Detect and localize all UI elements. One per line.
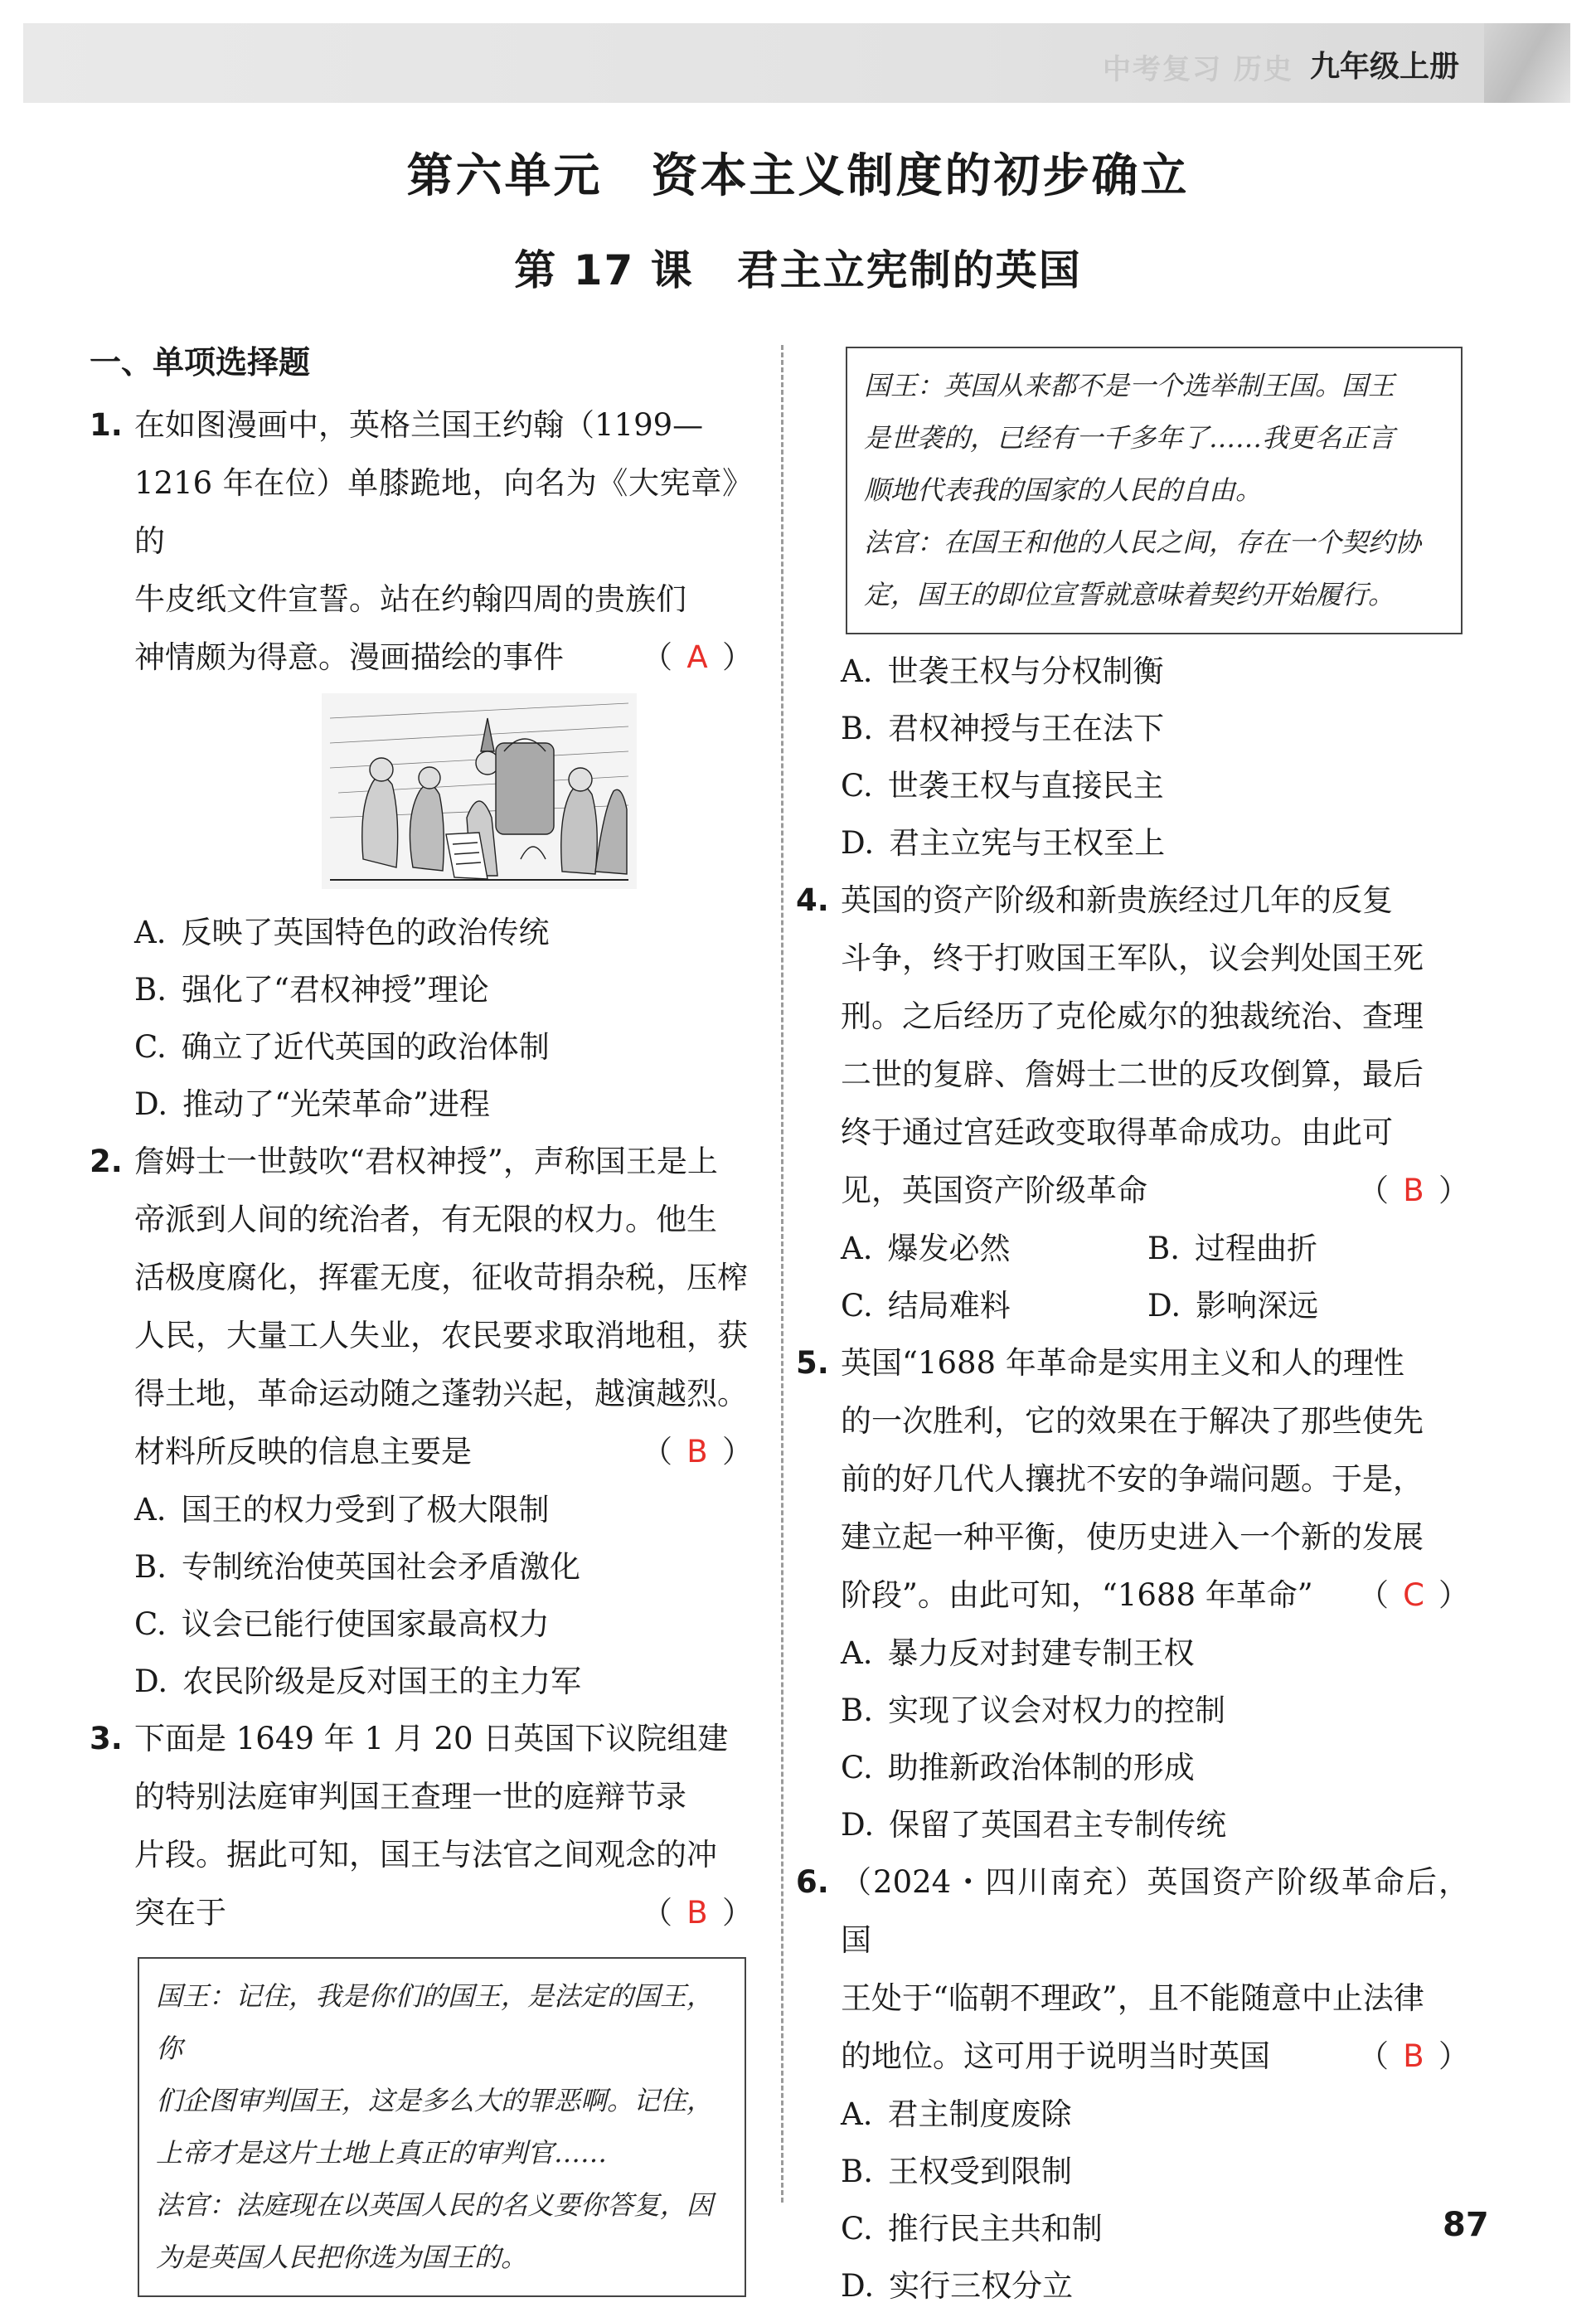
right-column bbox=[796, 347, 1469, 2315]
option-letter: B. bbox=[134, 972, 167, 1008]
stem-line: 人民，大量工人失业，农民要求取消地租，获 bbox=[134, 1318, 748, 1353]
option-letter: D. bbox=[841, 825, 875, 861]
option-text: 推行民主共和制 bbox=[887, 2211, 1103, 2247]
stem-line: 前的好几代人攘扰不安的争端问题。于是， bbox=[841, 1461, 1424, 1497]
option-d[interactable] bbox=[841, 1796, 1469, 1853]
quote-line: 国王：记住，我是你们的国王，是法定的国王，你 bbox=[156, 1980, 714, 2064]
stem-last-line bbox=[841, 1567, 1469, 1625]
stem-line: 1216 年在位）单膝跪地，向名为《大宪章》的 bbox=[134, 465, 753, 559]
option-text: 世袭王权与直接民主 bbox=[887, 768, 1164, 804]
paren-close: ） bbox=[722, 639, 753, 675]
option-letter: B. bbox=[841, 1693, 873, 1728]
option-text: 爆发必然 bbox=[887, 1231, 1011, 1266]
option-letter: D. bbox=[134, 1086, 168, 1122]
option-letter: D. bbox=[841, 1807, 875, 1843]
option-text: 君主立宪与王权至上 bbox=[889, 825, 1166, 861]
column-divider bbox=[781, 345, 783, 2203]
stem-line: 牛皮纸文件宣誓。站在约翰四周的贵族们 bbox=[134, 581, 686, 617]
answer-bracket bbox=[642, 1884, 753, 1942]
option-c[interactable] bbox=[841, 2200, 1469, 2257]
paren-open: （ bbox=[642, 1895, 672, 1931]
option-letter: A. bbox=[841, 1231, 873, 1266]
stem-line: 英国“1688 年革命是实用主义和人的理性 bbox=[841, 1345, 1404, 1381]
option-letter: C. bbox=[134, 1029, 167, 1065]
option-c[interactable] bbox=[134, 1018, 753, 1076]
stem-last-line bbox=[134, 1884, 753, 1942]
option-d[interactable] bbox=[841, 2257, 1469, 2315]
quote-line: 上帝才是这片土地上真正的审判官…… bbox=[156, 2137, 608, 2169]
stem-line: 斗争，终于打败国王军队，议会判处国王死 bbox=[841, 940, 1424, 976]
option-a[interactable] bbox=[841, 643, 1469, 700]
answer-bracket bbox=[1358, 2028, 1469, 2086]
stem-line: 突在于 bbox=[134, 1895, 226, 1931]
option-row bbox=[841, 1277, 1469, 1334]
option-letter: A. bbox=[841, 1635, 873, 1671]
stem-line: 终于通过宫廷政变取得革命成功。由此可 bbox=[841, 1115, 1393, 1150]
stem-line: 阶段”。由此可知，“1688 年革命” bbox=[841, 1577, 1313, 1613]
option-text: 结局难料 bbox=[887, 1288, 1011, 1324]
option-letter: D. bbox=[1147, 1288, 1181, 1324]
stem-line: 王处于“临朝不理政”，且不能随意中止法律 bbox=[841, 1980, 1424, 2016]
answer-bracket bbox=[1358, 1162, 1469, 1220]
option-letter: C. bbox=[134, 1606, 167, 1642]
paren-close: ） bbox=[1438, 1577, 1469, 1613]
option-text: 国王的权力受到了极大限制 bbox=[181, 1492, 550, 1528]
answer-letter: B bbox=[686, 1895, 708, 1931]
option-c[interactable] bbox=[841, 1739, 1469, 1796]
header-corner-decoration bbox=[1484, 23, 1570, 103]
question-6 bbox=[796, 1853, 1469, 2315]
question-4 bbox=[796, 872, 1469, 1334]
stem-last-line bbox=[841, 2028, 1469, 2086]
option-letter: A. bbox=[134, 1492, 167, 1528]
option-text: 反映了英国特色的政治传统 bbox=[181, 915, 550, 950]
option-text: 君主制度废除 bbox=[887, 2096, 1072, 2132]
paren-open: （ bbox=[642, 639, 672, 675]
question-number: 5. bbox=[796, 1345, 829, 1381]
option-letter: C. bbox=[841, 1750, 873, 1785]
option-letter: D. bbox=[134, 1664, 168, 1699]
answer-bracket bbox=[642, 1423, 753, 1481]
question-number: 2. bbox=[90, 1144, 123, 1179]
stem-line: 得土地，革命运动随之蓬勃兴起，越演越烈。 bbox=[134, 1376, 748, 1411]
trial-excerpt-box-continued bbox=[846, 347, 1463, 634]
quote-line: 是世袭的，已经有一千多年了……我更名正言 bbox=[864, 422, 1395, 454]
option-letter: B. bbox=[134, 1549, 167, 1585]
stem-line: 二世的复辟、詹姆士二世的反攻倒算，最后 bbox=[841, 1056, 1424, 1092]
option-b[interactable] bbox=[841, 700, 1469, 757]
quote-line: 法官：在国王和他的人民之间，存在一个契约协 bbox=[864, 527, 1422, 558]
option-a[interactable] bbox=[841, 1220, 1147, 1277]
option-text: 专制统治使英国社会矛盾激化 bbox=[181, 1549, 580, 1585]
stem-line: 活极度腐化，挥霍无度，征收苛捐杂税，压榨 bbox=[134, 1260, 748, 1295]
historical-cartoon-icon bbox=[322, 693, 637, 889]
option-d[interactable] bbox=[134, 1076, 753, 1133]
question-2 bbox=[90, 1133, 753, 1710]
stem-line: 下面是 1649 年 1 月 20 日英国下议院组建 bbox=[134, 1721, 729, 1756]
answer-letter: B bbox=[1403, 2038, 1424, 2074]
stem-line: 帝派到人间的统治者，有无限的权力。他生 bbox=[134, 1202, 717, 1237]
option-c[interactable] bbox=[134, 1596, 753, 1653]
question-number: 3. bbox=[90, 1721, 123, 1756]
cartoon-illustration bbox=[322, 693, 637, 889]
question-3 bbox=[90, 1710, 753, 2297]
option-text: 实行三权分立 bbox=[889, 2268, 1074, 2304]
question-5 bbox=[796, 1334, 1469, 1853]
answer-letter: B bbox=[1403, 1173, 1424, 1208]
option-letter: B. bbox=[1147, 1231, 1180, 1266]
answer-letter: C bbox=[1403, 1577, 1424, 1613]
option-letter: C. bbox=[841, 1288, 873, 1324]
option-text: 过程曲折 bbox=[1194, 1231, 1317, 1266]
quote-line: 定，国王的即位宣誓就意味着契约开始履行。 bbox=[864, 579, 1395, 610]
stem-line: 的一次胜利，它的效果在于解决了那些使先 bbox=[841, 1403, 1424, 1439]
quote-line: 为是英国人民把你选为国王的。 bbox=[156, 2242, 528, 2273]
option-row bbox=[841, 1220, 1469, 1277]
question-stem bbox=[841, 872, 1469, 1220]
option-text: 暴力反对封建专制王权 bbox=[887, 1635, 1195, 1671]
trial-excerpt-box bbox=[138, 1957, 746, 2297]
quote-line: 国王：英国从来都不是一个选举制王国。国王 bbox=[864, 370, 1395, 401]
stem-line: （2024・四川南充）英国资产阶级革命后，国 bbox=[841, 1864, 1469, 1958]
option-a[interactable] bbox=[134, 1481, 753, 1538]
option-letter: A. bbox=[841, 653, 873, 689]
option-b[interactable] bbox=[841, 1682, 1469, 1739]
quote-line: 顺地代表我的国家的人民的自由。 bbox=[864, 474, 1263, 506]
quote-line: 法官：法庭现在以英国人民的名义要你答复，因 bbox=[156, 2189, 714, 2221]
paren-close: ） bbox=[722, 1434, 753, 1469]
option-d[interactable] bbox=[134, 1653, 753, 1710]
option-letter: A. bbox=[134, 915, 167, 950]
option-text: 议会已能行使国家最高权力 bbox=[181, 1606, 550, 1642]
question-number: 6. bbox=[796, 1864, 829, 1900]
option-text: 助推新政治体制的形成 bbox=[887, 1750, 1195, 1785]
section-heading: 一、单项选择题 bbox=[90, 344, 311, 381]
paren-open: （ bbox=[642, 1434, 672, 1469]
quote-line: 们企图审判国王，这是多么大的罪恶啊。记住， bbox=[156, 2085, 714, 2116]
option-text: 影响深远 bbox=[1196, 1288, 1319, 1324]
option-b[interactable] bbox=[1147, 1220, 1454, 1277]
option-text: 王权受到限制 bbox=[887, 2154, 1072, 2189]
option-c[interactable] bbox=[841, 757, 1469, 814]
question-stem bbox=[134, 396, 753, 687]
paren-open: （ bbox=[1358, 2038, 1389, 2074]
option-text: 强化了“君权神授”理论 bbox=[181, 972, 489, 1008]
option-b[interactable] bbox=[134, 961, 753, 1018]
unit-title: 第六单元 资本主义制度的初步确立 bbox=[406, 148, 1190, 203]
paren-close: ） bbox=[722, 1895, 753, 1931]
stem-line: 在如图漫画中，英格兰国王约翰（1199— bbox=[134, 407, 704, 443]
option-text: 农民阶级是反对国王的主力军 bbox=[182, 1664, 582, 1699]
stem-line: 的地位。这可用于说明当时英国 bbox=[841, 2038, 1270, 2074]
left-column bbox=[90, 338, 753, 2297]
option-text: 确立了近代英国的政治体制 bbox=[181, 1029, 550, 1065]
question-1 bbox=[90, 396, 753, 1133]
question-stem bbox=[841, 1334, 1469, 1625]
answer-bracket bbox=[642, 629, 753, 687]
option-a[interactable] bbox=[134, 904, 753, 961]
option-letter: C. bbox=[841, 2211, 873, 2247]
option-text: 君权神授与王在法下 bbox=[887, 711, 1164, 746]
option-d[interactable] bbox=[1147, 1277, 1454, 1334]
page-number: 87 bbox=[1443, 2206, 1489, 2244]
stem-line: 神情颇为得意。漫画描绘的事件 bbox=[134, 639, 564, 675]
question-stem bbox=[134, 1133, 753, 1481]
option-text: 推动了“光荣革命”进程 bbox=[182, 1086, 490, 1122]
question-3-options bbox=[796, 643, 1469, 872]
stem-last-line bbox=[134, 1423, 753, 1481]
stem-last-line bbox=[134, 629, 753, 687]
stem-last-line bbox=[841, 1162, 1469, 1220]
question-stem bbox=[134, 1710, 753, 1942]
option-letter: C. bbox=[841, 768, 873, 804]
stem-line: 材料所反映的信息主要是 bbox=[134, 1434, 472, 1469]
answer-bracket bbox=[1358, 1567, 1469, 1625]
header-faint-text: 中考复习 历史 bbox=[1103, 53, 1293, 86]
stem-line: 詹姆士一世鼓吹“君权神授”，声称国王是上 bbox=[134, 1144, 718, 1179]
question-number: 1. bbox=[90, 407, 123, 443]
answer-letter: B bbox=[686, 1434, 708, 1469]
stem-line: 刑。之后经历了克伦威尔的独裁统治、查理 bbox=[841, 998, 1424, 1034]
option-letter: B. bbox=[841, 2154, 873, 2189]
option-c[interactable] bbox=[841, 1277, 1147, 1334]
option-text: 保留了英国君主专制传统 bbox=[889, 1807, 1227, 1843]
stem-line: 片段。据此可知，国王与法官之间观念的冲 bbox=[134, 1837, 717, 1873]
option-text: 实现了议会对权力的控制 bbox=[887, 1693, 1225, 1728]
stem-line: 英国的资产阶级和新贵族经过几年的反复 bbox=[841, 882, 1393, 918]
paren-close: ） bbox=[1438, 1173, 1469, 1208]
option-b[interactable] bbox=[134, 1538, 753, 1596]
question-number: 4. bbox=[796, 882, 829, 918]
lesson-title: 第 17 课 君主立宪制的英国 bbox=[514, 246, 1082, 294]
grade-label: 九年级上册 bbox=[1310, 50, 1460, 84]
paren-open: （ bbox=[1358, 1577, 1389, 1613]
stem-line: 建立起一种平衡，使历史进入一个新的发展 bbox=[841, 1519, 1424, 1555]
option-d[interactable] bbox=[841, 814, 1469, 872]
stem-line: 的特别法庭审判国王查理一世的庭辩节录 bbox=[134, 1779, 686, 1814]
option-a[interactable] bbox=[841, 1625, 1469, 1682]
option-text: 世袭王权与分权制衡 bbox=[887, 653, 1164, 689]
paren-open: （ bbox=[1358, 1173, 1389, 1208]
option-letter: B. bbox=[841, 711, 873, 746]
option-letter: A. bbox=[841, 2096, 873, 2132]
paren-close: ） bbox=[1438, 2038, 1469, 2074]
question-stem bbox=[841, 1853, 1469, 2086]
stem-line: 见，英国资产阶级革命 bbox=[841, 1173, 1147, 1208]
option-b[interactable] bbox=[841, 2143, 1469, 2200]
answer-letter: A bbox=[686, 639, 708, 675]
option-letter: D. bbox=[841, 2268, 875, 2304]
option-a[interactable] bbox=[841, 2086, 1469, 2143]
